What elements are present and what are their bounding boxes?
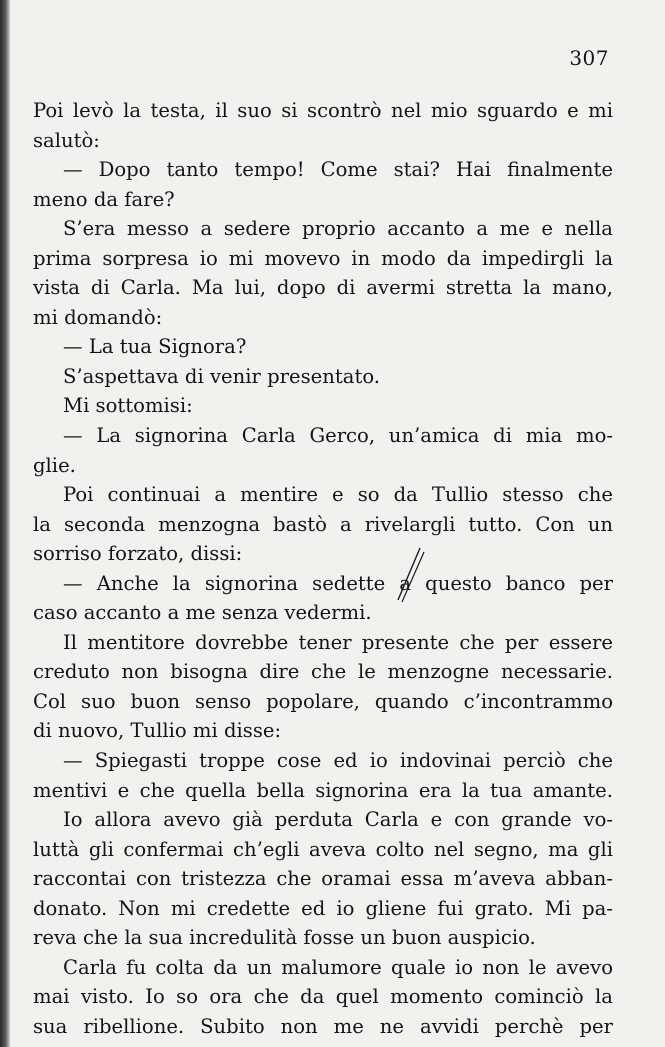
- text-line: — Spiegasti troppe cose ed io indovinai perciò che: [63, 749, 613, 773]
- text-line: meno da fare?: [33, 187, 175, 211]
- text-line: raccontai con tristezza che oramai essa m’aveva abban-: [33, 867, 613, 891]
- text-line: Poi levò la testa, il suo si scontrò nel mio sguardo e mi: [33, 99, 613, 122]
- text-line: Io allora avevo già perduta Carla e con grande vo-: [63, 808, 613, 832]
- text-line: Col suo buon senso popolare, quando c’incontrammo: [33, 689, 613, 713]
- text-line: caso accanto a me senza vedermi.: [33, 601, 372, 625]
- text-line: sua ribellione. Subito non me ne avvidi perchè per: [33, 1014, 613, 1038]
- text-line: sorriso forzato, dissi:: [33, 542, 243, 566]
- text-line: creduto non bisogna dire che le menzogne necessarie.: [33, 660, 613, 684]
- text-line: luttà gli confermai ch’egli aveva colto nel segno, ma gli: [33, 837, 613, 861]
- pencil-mark-icon: [380, 540, 440, 650]
- text-line: S’aspettava di venir presentato.: [63, 364, 381, 388]
- text-line: Carla fu colta da un malumore quale io non le avevo: [63, 955, 613, 979]
- text-line: — Dopo tanto tempo! Come stai? Hai finalmente: [63, 158, 613, 182]
- text-line: mi domandò:: [33, 305, 163, 329]
- text-line: mentivi e che quella bella signorina era la tua amante.: [33, 778, 613, 802]
- book-spine-shadow: [0, 0, 10, 1047]
- text-line: — Anche la signorina sedette a questo banco per: [63, 571, 613, 595]
- text-line: reva che la sua incredulità fosse un buon auspicio.: [33, 926, 536, 950]
- text-line: donato. Non mi credette ed io gliene fui grato. Mi pa-: [33, 896, 613, 920]
- text-line: mai visto. Io so ora che da quel momento cominciò la: [33, 985, 613, 1009]
- text-line: la seconda menzogna bastò a rivelargli tutto. Con un: [33, 512, 613, 536]
- text-line: S’era messo a sedere proprio accanto a me e nella: [63, 217, 613, 241]
- text-line: Poi continuai a mentire e so da Tullio stesso che: [63, 483, 613, 507]
- text-line: Mi sottomisi:: [63, 394, 193, 418]
- body-text: [33, 96, 613, 1042]
- text-line: prima sorpresa io mi movevo in modo da impedirgli la: [33, 246, 613, 270]
- text-line: vista di Carla. Ma lui, dopo di avermi stretta la mano,: [33, 276, 613, 300]
- text-line: Il mentitore dovrebbe tener presente che per essere: [63, 630, 613, 654]
- page-number: 307: [569, 46, 609, 70]
- text-line: — La tua Signora?: [63, 335, 247, 359]
- text-line: salutò:: [33, 128, 100, 152]
- text-line: — La signorina Carla Gerco, un’amica di mia mo-: [63, 424, 613, 448]
- text-line: glie.: [33, 453, 76, 477]
- text-line: di nuovo, Tullio mi disse:: [33, 719, 282, 743]
